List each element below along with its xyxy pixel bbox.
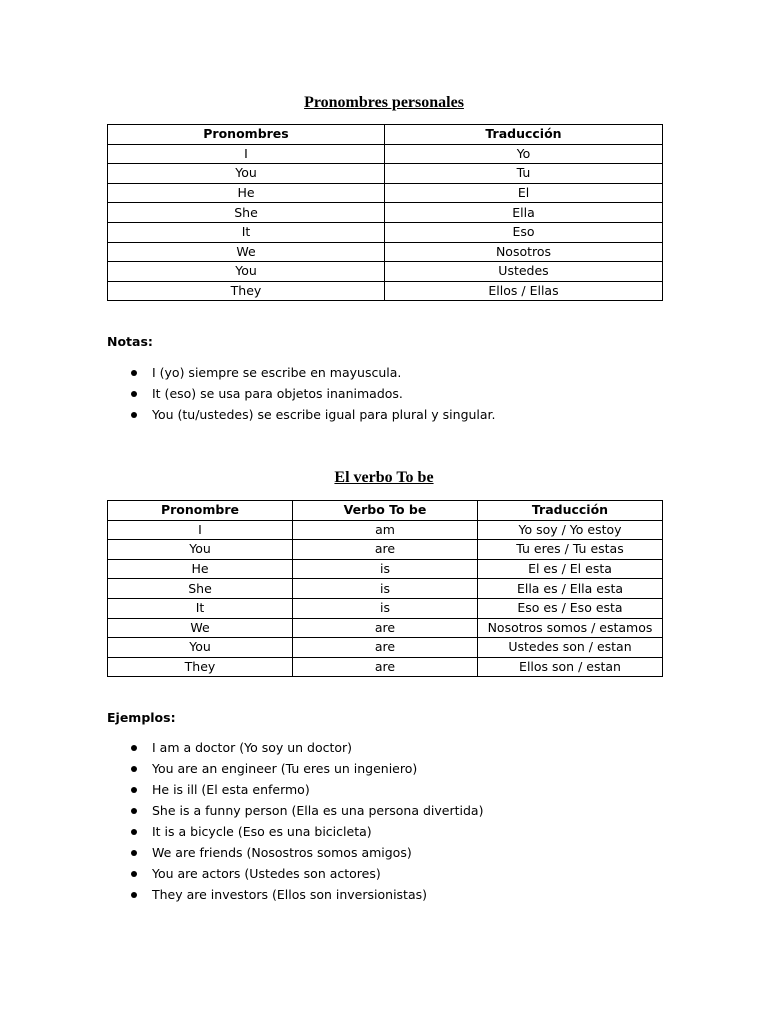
table-cell: He [108,559,293,579]
list-item-text: You are actors (Ustedes son actores) [152,866,381,881]
pronouns-table [107,124,663,301]
list-item-text: It (eso) se usa para objetos inanimados. [152,386,403,401]
table-row [108,281,663,301]
table-cell: El [385,183,663,203]
table-cell: You [108,540,293,560]
table-cell: Ella es / Ella esta [478,579,663,599]
notes-label: Notas: [107,334,153,349]
list-item [107,761,483,782]
list-item [107,740,483,761]
table-cell: It [108,598,293,618]
table-cell: You [108,262,385,282]
table-cell: Ustedes [385,262,663,282]
table-cell: They [108,281,385,301]
list-item [107,803,483,824]
table-cell: It [108,222,385,242]
table-cell: Yo [385,144,663,164]
table-cell: Tu [385,164,663,184]
list-item [107,386,496,407]
table-cell: is [293,579,478,599]
table-row [108,222,663,242]
table-cell: Nosotros [385,242,663,262]
list-item-text: They are investors (Ellos son inversionistas) [152,887,427,902]
table-cell: are [293,657,478,677]
list-item [107,887,483,908]
column-header: Pronombres [108,125,385,145]
list-item [107,782,483,803]
bullet-icon [131,745,137,751]
list-item-text: I am a doctor (Yo soy un doctor) [152,740,353,755]
bullet-icon [131,787,137,793]
table-cell: She [108,579,293,599]
table-header-row [108,125,663,145]
table-cell: Eso es / Eso esta [478,598,663,618]
list-item-text: I (yo) siempre se escribe en mayuscula. [152,365,402,380]
list-item [107,845,483,866]
table-cell: We [108,618,293,638]
table-row [108,618,663,638]
table-cell: He [108,183,385,203]
table-cell: I [108,520,293,540]
table-cell: You [108,638,293,658]
table-row [108,559,663,579]
list-item-text: It is a bicycle (Eso es una bicicleta) [152,824,372,839]
column-header: Traducción [478,501,663,521]
list-item-text: You are an engineer (Tu eres un ingeniero) [152,761,418,776]
list-item [107,407,496,428]
section2-title: El verbo To be [334,469,434,486]
table-row [108,579,663,599]
bullet-icon [131,766,137,772]
table-row [108,657,663,677]
table-row [108,183,663,203]
bullet-icon [131,871,137,877]
column-header: Traducción [385,125,663,145]
table-cell: Nosotros somos / estamos [478,618,663,638]
table-cell: are [293,618,478,638]
bullet-icon [131,850,137,856]
notes-list [107,365,496,428]
section1-title: Pronombres personales [304,94,464,111]
table-cell: Ellos son / estan [478,657,663,677]
table-cell: Ustedes son / estan [478,638,663,658]
list-item-text: She is a funny person (Ella es una persona divertida) [152,803,484,818]
table-cell: You [108,164,385,184]
table-row [108,203,663,223]
list-item-text: You (tu/ustedes) se escribe igual para plural y singular. [152,407,496,422]
bullet-icon [131,829,137,835]
table-cell: is [293,559,478,579]
table-row [108,540,663,560]
list-item [107,365,496,386]
table-row [108,520,663,540]
table-cell: We [108,242,385,262]
table-row [108,262,663,282]
table-cell: She [108,203,385,223]
table-row [108,144,663,164]
examples-label: Ejemplos: [107,710,176,725]
table-row [108,638,663,658]
table-row [108,242,663,262]
list-item [107,824,483,845]
table-cell: Tu eres / Tu estas [478,540,663,560]
bullet-icon [131,892,137,898]
bullet-icon [131,391,137,397]
table-cell: is [293,598,478,618]
bullet-icon [131,412,137,418]
to-be-table [107,500,663,677]
table-row [108,598,663,618]
table-row [108,164,663,184]
examples-list [107,740,483,908]
table-cell: El es / El esta [478,559,663,579]
table-cell: They [108,657,293,677]
list-item-text: We are friends (Nosostros somos amigos) [152,845,412,860]
table-cell: am [293,520,478,540]
bullet-icon [131,370,137,376]
table-cell: I [108,144,385,164]
table-cell: Ellos / Ellas [385,281,663,301]
table-cell: Yo soy / Yo estoy [478,520,663,540]
table-cell: are [293,638,478,658]
table-cell: are [293,540,478,560]
table-cell: Eso [385,222,663,242]
column-header: Verbo To be [293,501,478,521]
list-item [107,866,483,887]
table-cell: Ella [385,203,663,223]
list-item-text: He is ill (El esta enfermo) [152,782,310,797]
table-header-row [108,501,663,521]
column-header: Pronombre [108,501,293,521]
bullet-icon [131,808,137,814]
